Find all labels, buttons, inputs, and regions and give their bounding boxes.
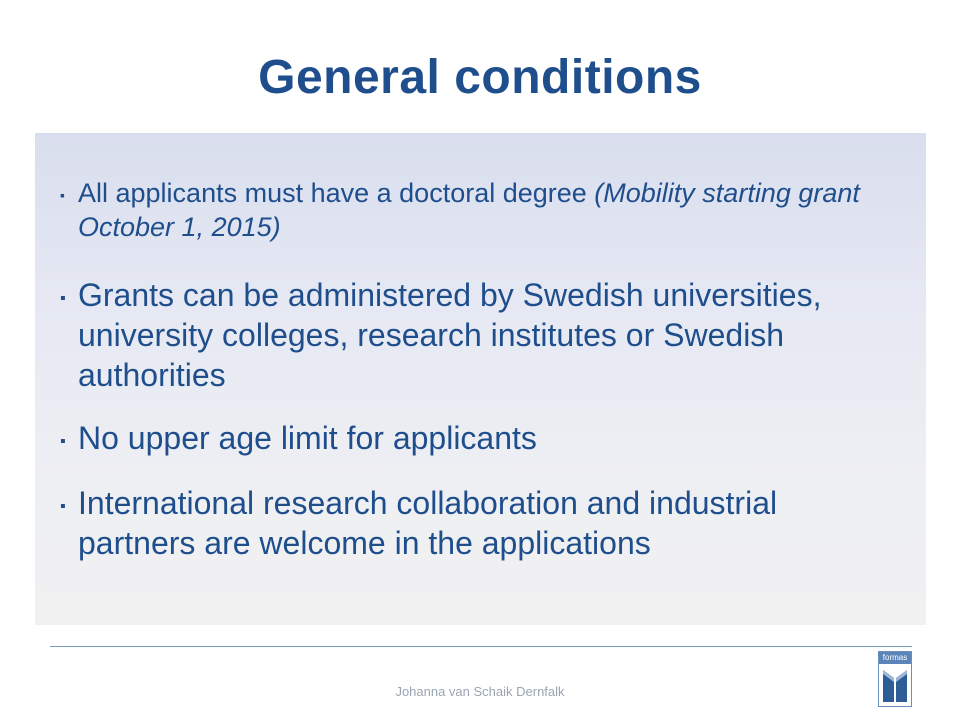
footer-divider bbox=[50, 646, 912, 647]
bullet-main-text: All applicants must have a doctoral degree bbox=[78, 178, 595, 208]
bullet-text: No upper age limit for applicants bbox=[78, 420, 537, 456]
bullet-text: International research collaboration and industrial partners are welcome in the applications bbox=[78, 485, 778, 561]
bullet-item bbox=[60, 418, 890, 458]
bullet-marker-icon: ▪ bbox=[60, 433, 66, 450]
bullet-item bbox=[60, 275, 890, 395]
bullet-marker-icon: ▪ bbox=[60, 187, 65, 203]
bullet-text bbox=[78, 176, 890, 244]
bullet-item bbox=[60, 176, 890, 244]
footer-author: Johanna van Schaik Dernfalk bbox=[395, 684, 565, 699]
formas-logo bbox=[878, 651, 912, 707]
logo-emblem-icon bbox=[879, 664, 911, 706]
bullet-italic-note: (Mobility starting grant October 1, 2015) bbox=[78, 178, 860, 242]
logo-label: formas bbox=[879, 652, 911, 664]
bullet-marker-icon: ▪ bbox=[60, 290, 66, 307]
bullet-marker-icon: ▪ bbox=[60, 498, 66, 515]
bullet-text: Grants can be administered by Swedish universities, university colleges, research institutes or Swedish authorities bbox=[78, 277, 822, 393]
bullet-item bbox=[60, 483, 900, 563]
slide-title: General conditions bbox=[258, 51, 702, 104]
